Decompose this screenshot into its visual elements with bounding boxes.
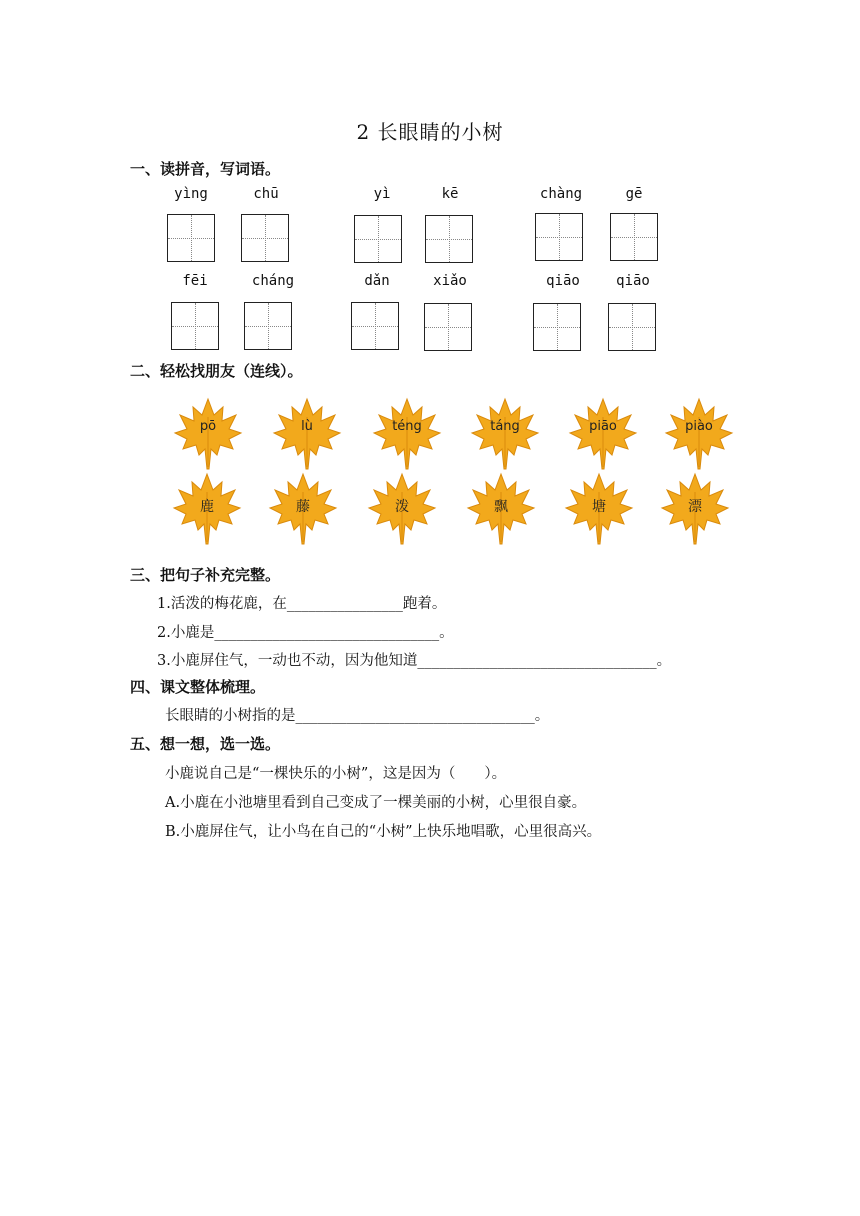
leaf-top[interactable]: [272, 397, 342, 471]
writing-box[interactable]: [533, 303, 581, 351]
maple-leaf-icon: [173, 397, 243, 471]
pinyin-label: chū: [253, 186, 279, 202]
leaf-bottom[interactable]: [367, 472, 437, 546]
pinyin-label: qiāo: [546, 273, 580, 289]
leaf-bottom[interactable]: [466, 472, 536, 546]
pinyin-label: yìng: [174, 186, 208, 202]
maple-leaf-icon: [372, 397, 442, 471]
leaf-bottom[interactable]: [172, 472, 242, 546]
leaf-character: 飘: [494, 499, 508, 515]
section-1-heading: 一、读拼音，写词语。: [130, 160, 281, 178]
option-b[interactable]: B.小鹿屏住气，让小鸟在自己的“小树”上快乐地唱歌，心里很高兴。: [165, 824, 602, 840]
leaf-character: 鹿: [200, 499, 214, 515]
leaf-bottom[interactable]: [660, 472, 730, 546]
leaf-pinyin: pō: [199, 419, 217, 434]
maple-leaf-icon: [568, 397, 638, 471]
section-5-heading: 五、想一想，选一选。: [130, 735, 281, 753]
pinyin-label: gē: [625, 186, 643, 202]
leaf-top[interactable]: [470, 397, 540, 471]
page-title: 2 长眼睛的小树: [356, 120, 504, 144]
pinyin-label: chàng: [539, 186, 583, 202]
pinyin-label: xiǎo: [433, 273, 467, 289]
maple-leaf-icon: [470, 397, 540, 471]
writing-box[interactable]: [171, 302, 219, 350]
section-3-heading: 三、把句子补充完整。: [130, 566, 281, 584]
sentence-1: 1.活泼的梅花鹿，在________________跑着。: [157, 596, 447, 612]
question-text: 小鹿说自己是“一棵快乐的小树”，这是因为（ ）。: [165, 766, 507, 782]
leaf-character: 漂: [688, 499, 702, 515]
leaf-bottom[interactable]: [268, 472, 338, 546]
summary-prompt: 长眼睛的小树指的是_________________________________。: [165, 708, 550, 724]
maple-leaf-icon: [664, 397, 734, 471]
leaf-bottom[interactable]: [564, 472, 634, 546]
leaf-top[interactable]: [664, 397, 734, 471]
option-a[interactable]: A.小鹿在小池塘里看到自己变成了一棵美丽的小树，心里很自豪。: [165, 795, 587, 811]
leaf-top[interactable]: [568, 397, 638, 471]
leaf-top[interactable]: [372, 397, 442, 471]
writing-box[interactable]: [425, 215, 473, 263]
sentence-2: 2.小鹿是_______________________________。: [157, 625, 454, 641]
pinyin-label: cháng: [251, 273, 295, 289]
leaf-character: 塘: [592, 499, 606, 515]
writing-box[interactable]: [608, 303, 656, 351]
leaf-pinyin: téng: [392, 419, 422, 434]
writing-box[interactable]: [167, 214, 215, 262]
writing-box[interactable]: [244, 302, 292, 350]
pinyin-label: dǎn: [364, 273, 390, 289]
leaf-pinyin: táng: [490, 419, 520, 434]
leaf-character: 藤: [296, 499, 310, 515]
writing-box[interactable]: [610, 213, 658, 261]
pinyin-label: fēi: [182, 273, 208, 289]
section-2-heading: 二、轻松找朋友（连线）。: [130, 362, 303, 380]
leaf-pinyin: piào: [685, 419, 713, 434]
writing-box[interactable]: [351, 302, 399, 350]
pinyin-label: kē: [441, 186, 459, 202]
leaf-character: 泼: [395, 499, 409, 515]
maple-leaf-icon: [272, 397, 342, 471]
leaf-pinyin: lù: [301, 419, 313, 434]
writing-box[interactable]: [424, 303, 472, 351]
writing-box[interactable]: [241, 214, 289, 262]
leaf-pinyin: piāo: [589, 419, 617, 434]
writing-box[interactable]: [535, 213, 583, 261]
leaf-top[interactable]: [173, 397, 243, 471]
section-4-heading: 四、课文整体梳理。: [130, 678, 266, 696]
pinyin-label: qiāo: [616, 273, 650, 289]
sentence-3: 3.小鹿屏住气，一动也不动，因为他知道_________________________________。: [157, 653, 672, 669]
writing-box[interactable]: [354, 215, 402, 263]
pinyin-label: yì: [373, 186, 391, 202]
